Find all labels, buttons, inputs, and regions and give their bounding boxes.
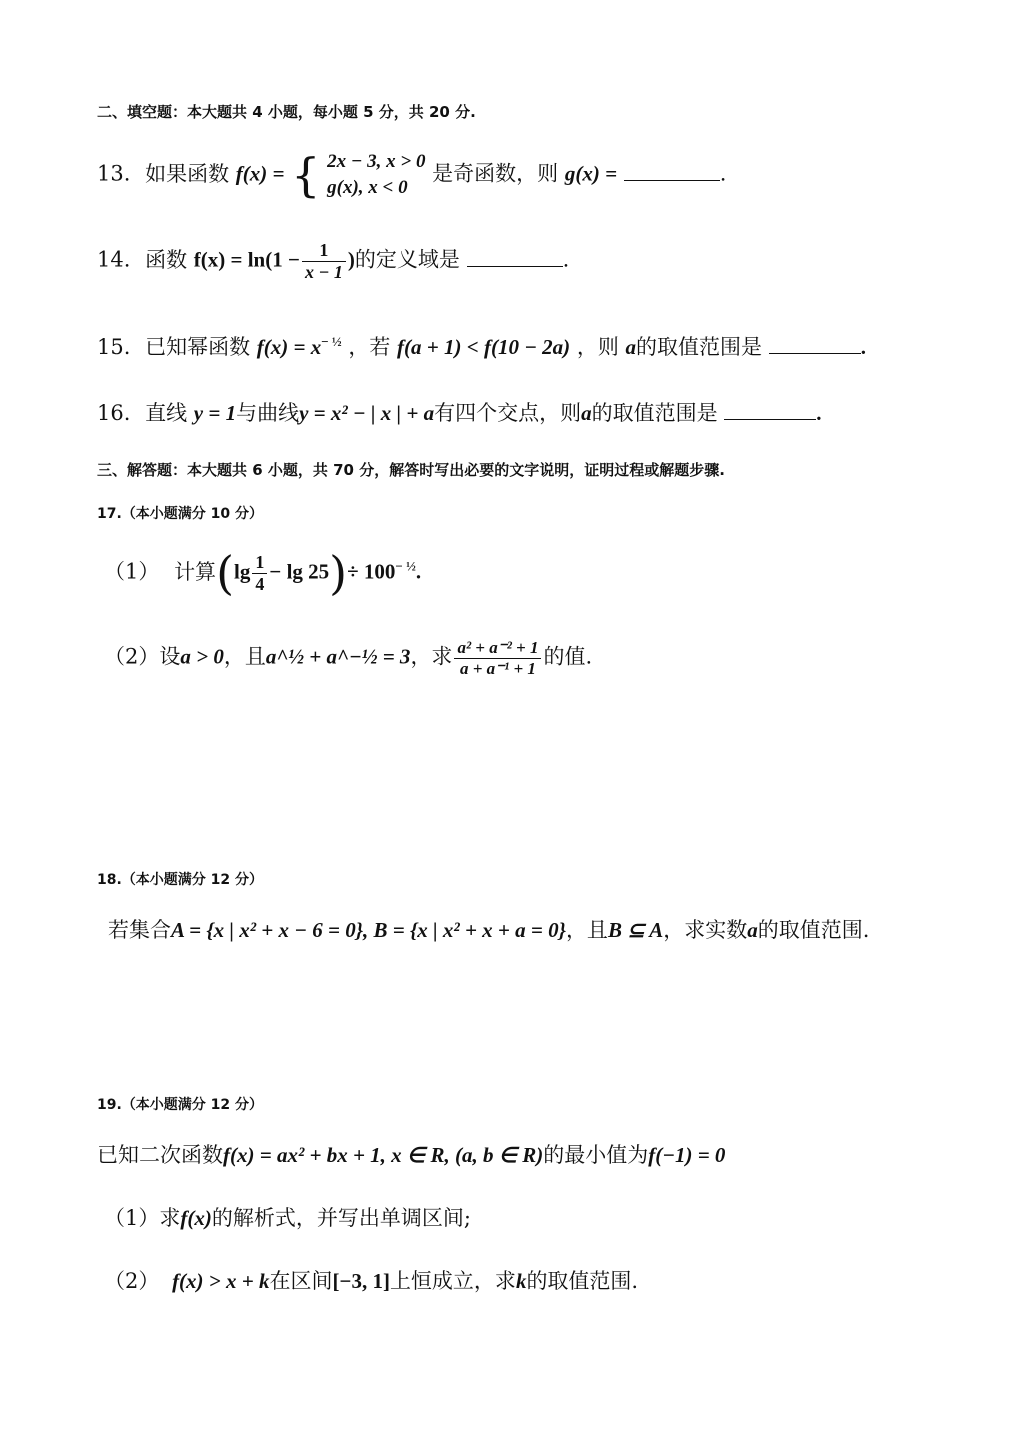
question-number: 15. [97,335,131,359]
math-variable: k [515,1269,527,1293]
log-symbol: lg [234,559,251,584]
question-number: 13. [97,161,131,186]
question-13 [97,148,726,202]
answer-blank[interactable] [624,162,720,181]
math-expression: ÷ 100 [347,559,396,584]
question-19-part-2 [104,1265,638,1295]
paren-close: ) [347,247,355,272]
math-variable: a [747,918,758,942]
question-text: 已知幂函数 [145,335,251,359]
question-text: ，且 [223,644,266,669]
question-text: 是奇函数，则 [432,161,559,186]
question-text: 的取值范围是 [591,401,718,425]
question-text: 函数 [145,247,188,272]
brace-symbol: { [291,148,321,202]
question-text: ，则 [576,335,619,359]
fraction-numerator: 1 [302,240,346,262]
paren-open: ( [216,546,235,600]
question-end: . [816,401,822,425]
question-19-body [97,1139,725,1169]
question-text: ，求实数 [663,918,748,942]
question-number: 14. [97,247,131,272]
fraction-numerator: 1 [252,552,267,574]
fraction [302,240,346,282]
part-label: （1） [104,559,160,584]
exponent: − ½ [395,558,416,574]
question-17-header: 17.（本小题满分 10 分） [97,506,264,522]
question-15 [97,331,866,361]
question-18-header: 18.（本小题满分 12 分） [97,872,264,888]
question-text: 的解析式，并写出单调区间; [211,1206,471,1230]
question-14 [97,240,569,282]
math-line: y = 1 [193,401,237,425]
math-variable: a [581,401,592,425]
piecewise-case-2: g(x), x < 0 [327,177,408,198]
fraction-numerator: a² + a⁻² + 1 [454,638,541,659]
math-variable: a [625,335,637,359]
math-function: f(x) = x [256,335,322,359]
question-19-header: 19.（本小题满分 12 分） [97,1097,264,1113]
math-function: f(x) = ax² + bx + 1, x ∈ R, (a, b ∈ R) [223,1143,544,1167]
math-curve: y = x² − | x | + a [299,401,435,425]
question-text: 的取值范围. [526,1269,639,1293]
math-inequality: f(x) > x + k [172,1269,270,1293]
question-end: . [860,335,866,359]
section-heading-fill-in: 二、填空题：本大题共 4 小题，每小题 5 分，共 20 分. [97,103,476,121]
answer-blank[interactable] [769,335,861,354]
question-text: 若集合 [108,918,171,942]
math-equation: a^½ + a^−½ = 3 [265,644,411,669]
question-number: 16. [97,401,131,425]
math-function: g(x) = [564,161,618,186]
fraction-denominator: x − 1 [304,261,343,282]
question-end: . [719,161,727,186]
question-text: 的值. [543,644,593,669]
math-function: f(x) = ln(1 − [193,247,300,272]
math-condition: a > 0 [180,644,224,669]
fraction [454,638,541,678]
fraction-denominator: a + a⁻¹ + 1 [459,658,536,678]
math-sets: A = {x | x² + x − 6 = 0}, B = {x | x² + x + a = 0} [171,918,566,942]
question-text: 的取值范围. [757,918,870,942]
question-end: . [562,247,570,272]
question-end: . [415,559,422,584]
exponent: − ½ [321,334,342,349]
question-text: 上恒成立，求 [389,1269,516,1293]
math-subset: B ⊆ A [607,918,664,942]
question-text: 有四个交点，则 [434,401,582,425]
question-text: 在区间 [269,1269,333,1293]
fraction-denominator: 4 [255,573,265,594]
math-inequality: f(a + 1) < f(10 − 2a) [397,335,571,359]
question-text: 与曲线 [236,401,300,425]
question-text: 的取值范围是 [636,335,763,359]
math-expression: − lg 25 [269,559,330,584]
answer-blank[interactable] [724,401,816,420]
math-function: f(x) [180,1206,212,1230]
question-18-body [108,914,869,944]
part-label: （2） [104,1269,160,1293]
math-minimum: f(−1) = 0 [648,1143,726,1167]
question-text: 直线 [145,401,188,425]
piecewise-cases [327,149,425,200]
question-17-part-1 [104,546,421,600]
math-interval: [−3, 1] [332,1269,390,1293]
question-text: 计算 [174,559,217,584]
paren-close: ) [329,546,348,600]
question-text: 已知二次函数 [97,1143,223,1167]
question-text: ，且 [565,918,608,942]
fraction [252,552,267,594]
answer-blank[interactable] [467,248,563,267]
part-label: （2）设 [104,644,181,669]
question-19-part-1 [104,1202,471,1232]
part-label: （1）求 [104,1206,181,1230]
question-text: ，若 [348,335,391,359]
question-text: 的最小值为 [543,1143,649,1167]
question-text: 的定义域是 [354,247,460,272]
math-function: f(x) = [235,161,285,186]
question-16 [97,397,822,427]
question-17-part-2 [104,638,592,678]
question-text: 如果函数 [145,161,230,186]
question-text: ，求 [410,644,453,669]
piecewise-case-1: 2x − 3, x > 0 [327,151,426,173]
section-heading-solutions: 三、解答题：本大题共 6 小题，共 70 分，解答时写出必要的文字说明，证明过程或解题步骤. [97,461,725,479]
